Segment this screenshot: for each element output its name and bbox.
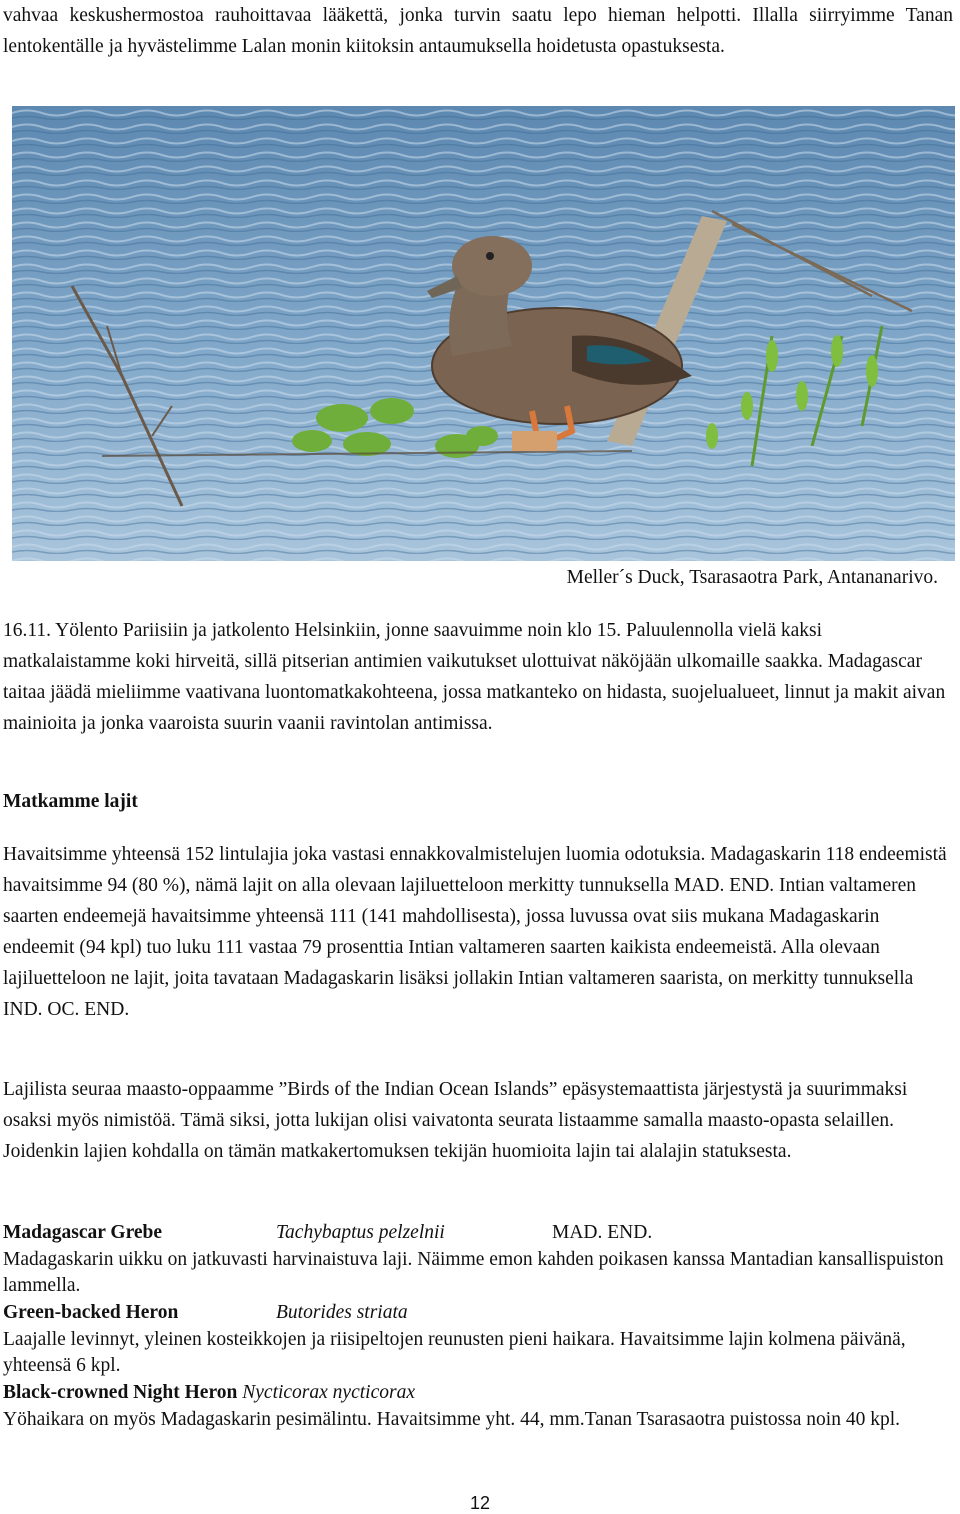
species-common-name: Black-crowned Night Heron xyxy=(3,1382,238,1403)
section-heading: Matkamme lajit xyxy=(3,791,138,812)
species-description: Laajalle levinnyt, yleinen kosteikkojen ja riisipeltojen reunusten pieni haikara. Havaitsimme lajin kolmena päivänä, yhteensä 6 kpl. xyxy=(3,1328,906,1376)
species-scientific-name: Tachybaptus pelzelnii xyxy=(276,1222,445,1243)
species-common-name: Madagascar Grebe xyxy=(3,1222,163,1243)
species-list-intro: Lajilista seuraa maasto-oppaamme ”Birds of the Indian Ocean Islands” epäsystemaattista järjestystä ja suurimmaksi osaksi myös nimistöä. Tämä siksi, jotta lukijan olisi vaivatonta seurata listaamme samalla maasto-opasta selaillen. Joidenkin lajien kohdalla on tämän matkakertomuksen tekijän huomioita lajin tai alalajin statuksesta. xyxy=(3,1079,908,1162)
summary-paragraph: Havaitsimme yhteensä 152 lintulajia joka vastasi ennakkovalmistelujen luomia odotuksia. Madagaskarin 118 endeemistä havaitsimme 94 (80 %), nämä lajit on alla olevaan lajiluetteloon merkitty tunnuksella MAD. END. Intian valtameren saarten endeemejä havaitsimme yhteensä 111 (141 mahdollisesta), jossa luvussa ovat siis mukana Madagaskarin endeemit (94 kpl) tuo luku 111 vastaa 79 prosenttia Intian valtameren saarten kaikista endeemeistä. Alla olevaan lajiluetteloon ne lajit, joita tavataan Madagaskarin lisäksi jollakin Intian valtameren saarista, on merkitty tunnuksella IND. OC. END. xyxy=(3,844,947,1020)
day-paragraph: 16.11. Yölento Pariisiin ja jatkolento Helsinkiin, jonne saavuimme noin klo 15. Paluulennolla vielä kaksi matkalaistamme koki hirveitä, sillä pitserian antimien vaikutukset ulottuivat näköjään ulkomaille saakka. Madagascar taitaa jäädä mieliimme vaativana luontomatkakohteena, jossa matkanteko on hidasta, suojelualueet, linnut ja makit aivan mainioita ja jonka vaaroista suurin vaanii ravintolan antimissa. xyxy=(3,620,946,734)
species-common-name: Green-backed Heron xyxy=(3,1302,179,1323)
species-header xyxy=(3,1300,953,1327)
species-entry xyxy=(3,1380,953,1433)
species-scientific-name: Nycticorax nycticorax xyxy=(242,1382,415,1403)
duck-photo-illustration xyxy=(12,106,955,561)
photo-caption: Meller´s Duck, Tsarasaotra Park, Antananarivo. xyxy=(566,567,938,588)
duck-photo xyxy=(12,106,955,561)
species-header xyxy=(3,1380,953,1407)
intro-paragraph: vahvaa keskushermostoa rauhoittavaa lääkettä, jonka turvin saatu lepo hieman helpotti. Illalla siirryimme Tanan lentokentälle ja hyvästelimme Lalan monin kiitoksin antaumuksella hoidetusta opastuksesta. xyxy=(3,5,953,57)
page-number: 12 xyxy=(469,1493,491,1513)
species-status: MAD. END. xyxy=(552,1222,653,1243)
species-entry xyxy=(3,1220,953,1300)
species-header xyxy=(3,1220,953,1247)
species-scientific-name: Butorides striata xyxy=(276,1302,408,1323)
species-description: Madagaskarin uikku on jatkuvasti harvinaistuva laji. Näimme emon kahden poikasen kanssa Mantadian kansallispuiston lammella. xyxy=(3,1248,944,1296)
species-description: Yöhaikara on myös Madagaskarin pesimälintu. Havaitsimme yht. 44, mm.Tanan Tsarasaotra puistossa noin 40 kpl. xyxy=(3,1408,900,1430)
species-entry xyxy=(3,1300,953,1380)
